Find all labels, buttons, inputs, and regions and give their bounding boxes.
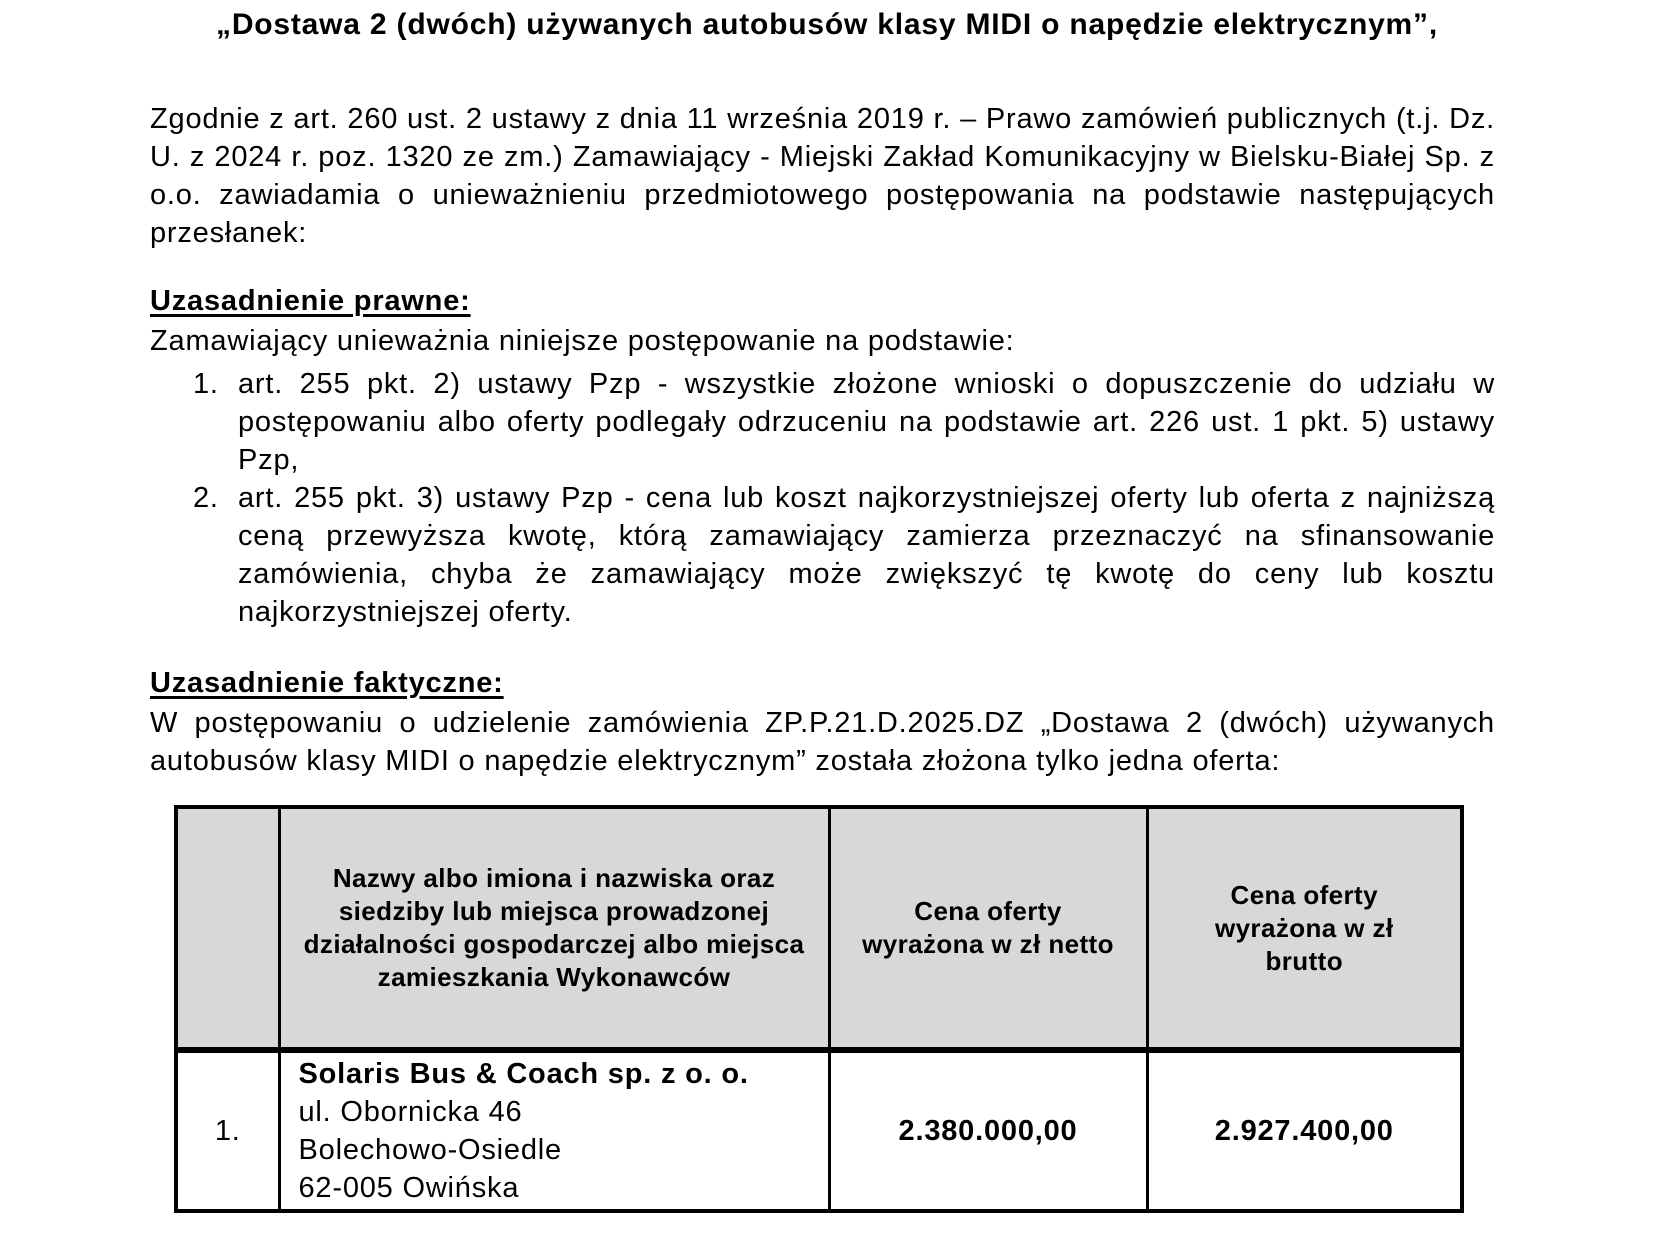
contractor-address-line: Bolechowo-Osiedle [298,1134,562,1166]
price-net-cell: 2.380.000,00 [829,1050,1147,1211]
legal-item-2-number: 2. [193,482,219,514]
col-header-number [176,807,279,1050]
legal-item-2 [150,479,1495,631]
intro-paragraph: Zgodnie z art. 260 ust. 2 ustawy z dnia 11 września 2019 r. – Prawo zamówień publicznych (t.j. Dz. U. z 2024 r. poz. 1320 ze zm.) Zamawiający - Miejski Zakład Komunikacyjny w Bielsku-Białej Sp. z o.o. zawiadamia o unieważnieniu przedmiotowego postępowania na podstawie następujących przesłanek: [150,103,1495,249]
factual-section-lead: W postępowaniu o udzielenie zamówienia ZP.P.21.D.2025.DZ „Dostawa 2 (dwóch) używanych autobusów klasy MIDI o napędzie elektrycznym” została złożona tylko jedna oferta: [150,707,1495,777]
col-header-price-gross-text: Cena oferty wyrażona w zł brutto [1214,879,1394,976]
col-header-price-net-text: Cena oferty wyrażona w zł netto [862,896,1114,959]
table-row [176,1050,1462,1211]
col-header-price-net [829,807,1147,1050]
contractor-cell [279,1050,829,1211]
factual-section-heading [150,664,1495,702]
contractor-name: Solaris Bus & Coach sp. z o. o. [298,1058,749,1090]
col-header-price-gross [1147,807,1462,1050]
price-gross-cell: 2.927.400,00 [1147,1050,1462,1211]
document-title: „Dostawa 2 (dwóch) używanych autobusów klasy MIDI o napędzie elektrycznym”, [216,8,1438,41]
offers-table-header-row [176,807,1462,1050]
col-header-contractor: Nazwy albo imiona i nazwiska oraz siedziby lub miejsca prowadzonej działalności gospodarczej albo miejsca zamieszkania Wykonawców [279,807,829,1050]
legal-item-2-text: art. 255 pkt. 3) ustawy Pzp - cena lub koszt najkorzystniejszej oferty lub oferta z najniższą ceną przewyższa kwotę, którą zamawiający zamierza przeznaczyć na sfinansowanie zamówienia, chyba że zamawiający może zwiększyć tę kwotę do ceny lub kosztu najkorzystniejszej oferty. [238,482,1495,628]
legal-section-lead: Zamawiający unieważnia niniejsze postępowanie na podstawie: [150,325,1015,357]
legal-section-heading-text: Uzasadnienie prawne: [150,285,471,317]
legal-item-1-number: 1. [193,368,219,400]
factual-section-heading-text: Uzasadnienie faktyczne: [150,667,504,699]
legal-items-list [150,365,1495,631]
contractor-address-line: 62-005 Owińska [298,1172,520,1204]
legal-item-1 [150,365,1495,479]
legal-item-1-text: art. 255 pkt. 2) ustawy Pzp - wszystkie złożone wnioski o dopuszczenie do udziału w postępowaniu albo oferty podlegały odrzuceniu na podstawie art. 226 ust. 1 pkt. 5) ustawy Pzp, [238,368,1495,476]
contractor-address-line: ul. Obornicka 46 [298,1096,523,1128]
legal-section-heading [150,282,1495,320]
document-body [150,100,1495,1213]
offers-table [174,805,1464,1213]
row-number-cell: 1. [176,1050,279,1211]
